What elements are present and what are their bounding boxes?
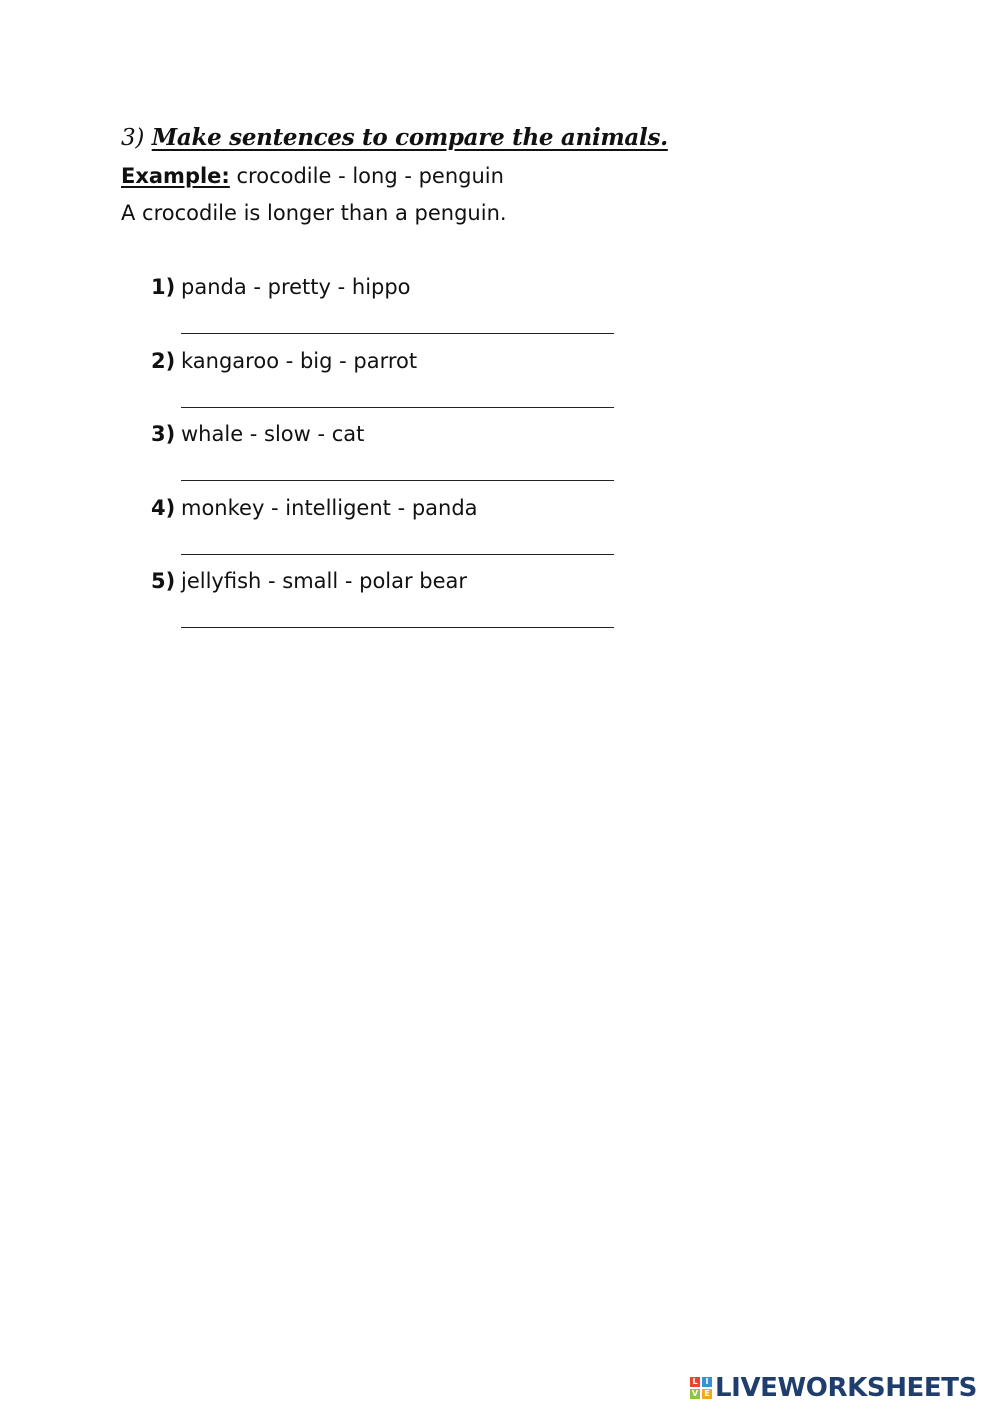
logo-letter: L <box>690 1377 700 1387</box>
liveworksheets-logo <box>690 1372 977 1404</box>
logo-mark-icon <box>690 1377 712 1399</box>
question-item-4 <box>151 490 841 564</box>
logo-letter: V <box>691 1389 699 1398</box>
question-prompt: jellyfish - small - polar bear <box>181 569 468 593</box>
question-number: 1) <box>151 275 176 299</box>
exercise-heading <box>121 118 841 158</box>
question-prompt: whale - slow - cat <box>181 422 365 446</box>
example-line <box>121 158 841 195</box>
logo-letter: E <box>702 1389 712 1399</box>
example-answer: A crocodile is longer than a penguin. <box>121 201 507 225</box>
answer-blank-1[interactable] <box>181 306 614 334</box>
question-prompt: panda - pretty - hippo <box>181 275 411 299</box>
answer-blank-2[interactable] <box>181 380 614 408</box>
logo-wordmark: LIVEWORKSHEETS <box>715 1373 977 1403</box>
answer-blank-5[interactable] <box>181 600 614 628</box>
logo-letter: I <box>702 1377 712 1387</box>
example-label: Example: <box>121 164 230 188</box>
example-prompt: crocodile - long - penguin <box>236 164 504 188</box>
exercise-3 <box>121 118 841 637</box>
exercise-title: Make sentences to compare the animals. <box>151 124 668 151</box>
question-number: 2) <box>151 348 176 373</box>
answer-blank-3[interactable] <box>181 453 614 481</box>
question-number: 3) <box>151 422 176 446</box>
question-number: 5) <box>151 569 176 593</box>
question-number: 4) <box>151 495 176 520</box>
question-item-5 <box>151 563 841 637</box>
answer-blank-4[interactable] <box>181 527 614 555</box>
question-item-2 <box>151 343 841 417</box>
exercise-number: 3) <box>121 125 145 151</box>
question-prompt: kangaroo - big - parrot <box>181 348 418 373</box>
question-item-3 <box>151 416 841 490</box>
question-item-1 <box>151 269 841 343</box>
question-prompt: monkey - intelligent - panda <box>181 495 478 520</box>
question-list <box>121 269 841 637</box>
